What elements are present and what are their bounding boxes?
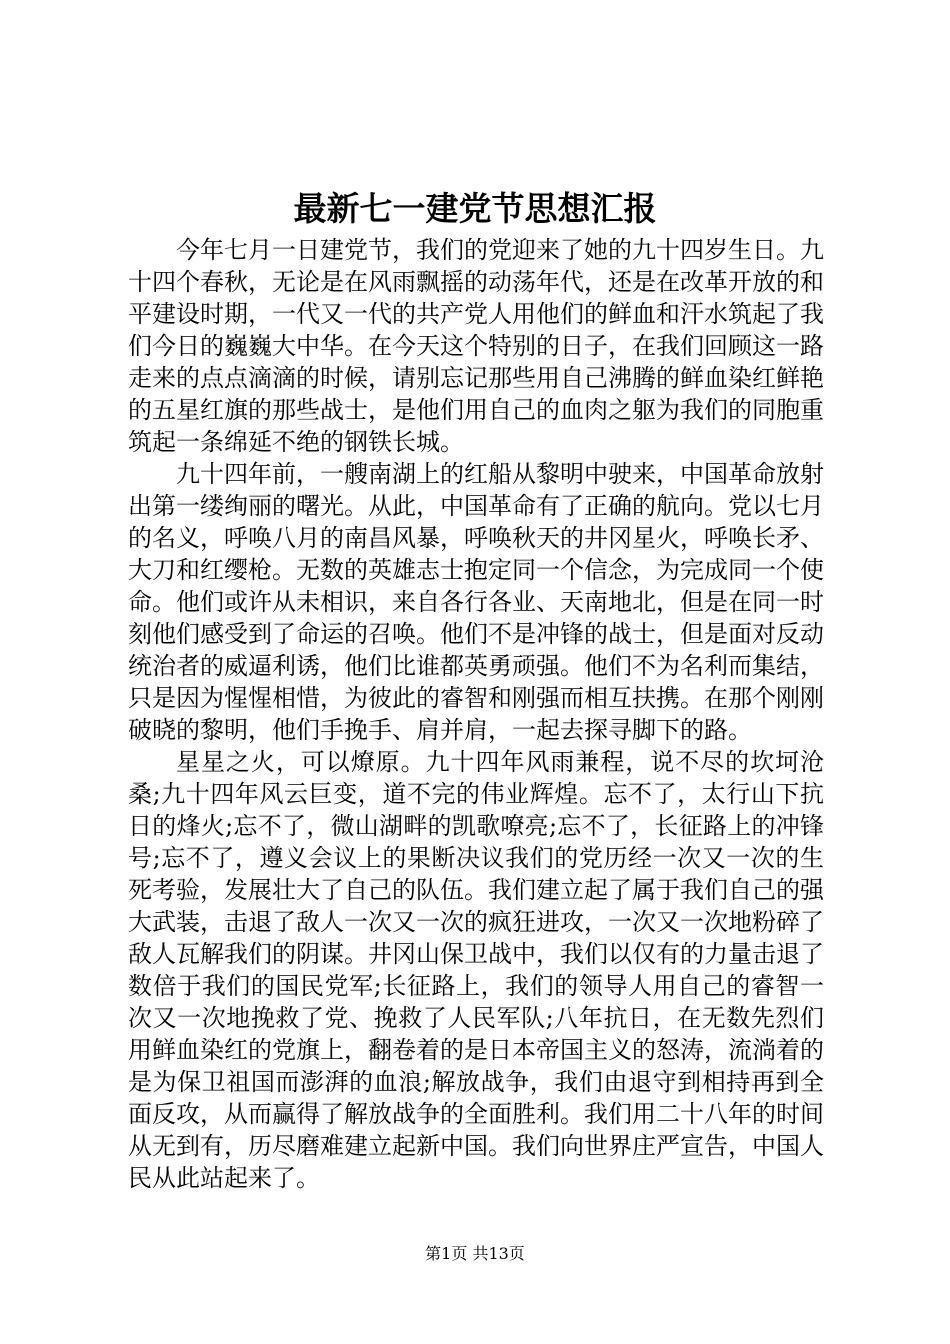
document-title: 最新七一建党节思想汇报 (293, 189, 657, 228)
paragraph: 星星之火，可以燎原。九十四年风雨兼程，说不尽的坎坷沧桑;九十四年风云巨变，道不完的伟业辉煌。忘不了，太行山下抗日的烽火;忘不了，微山湖畔的凯歌嘹亮;忘不了，长征路上的冲锋号;忘不了，遵义会议上的果断决议我们的党历经一次又一次的生死考验，发展壮大了自己的队伍。我们建立起了属于我们自己的强大武装，击退了敌人一次又一次的疯狂进攻，一次又一次地粉碎了敌人瓦解我们的阴谋。井冈山保卫战中，我们以仅有的力量击退了数倍于我们的国民党军;长征路上，我们的领导人用自己的睿智一次又一次地挽救了党、挽救了人民军队;八年抗日，在无数先烈们用鲜血染红的党旗上，翻卷着的是日本帝国主义的怒涛，流淌着的是为保卫祖国而澎湃的血浪;解放战争，我们由退守到相持再到全面反攻，从而赢得了解放战争的全面胜利。我们用二十八年的时间从无到有，历尽磨难建立起新中国。我们向世界庄严宣告，中国人民从此站起来了。 (128, 748, 824, 1192)
page-number-footer: 第1页 共13页 (425, 1244, 525, 1263)
document-body (128, 234, 824, 1194)
paragraph: 今年七月一日建党节，我们的党迎来了她的九十四岁生日。九十四个春秋，无论是在风雨飘摇的动荡年代，还是在改革开放的和平建设时期，一代又一代的共产党人用他们的鲜血和汗水筑起了我们今日的巍巍大中华。在今天这个特别的日子，在我们回顾这一路走来的点点滴滴的时候，请别忘记那些用自己沸腾的鲜血染红鲜艳的五星红旗的那些战士，是他们用自己的血肉之躯为我们的同胞重筑起一条绵延不绝的钢铁长城。 (128, 236, 824, 456)
paragraph: 九十四年前，一艘南湖上的红船从黎明中驶来，中国革命放射出第一缕绚丽的曙光。从此，中国革命有了正确的航向。党以七月的名义，呼唤八月的南昌风暴，呼唤秋天的井冈星火，呼唤长矛、大刀和红缨枪。无数的英雄志士抱定同一个信念，为完成同一个使命。他们或许从未相识，来自各行各业、天南地北，但是在同一时刻他们感受到了命运的召唤。他们不是冲锋的战士，但是面对反动统治者的威逼利诱，他们比谁都英勇顽强。他们不为名利而集结，只是因为惺惺相惜，为彼此的睿智和刚强而相互扶携。在那个刚刚破晓的黎明，他们手挽手、肩并肩，一起去探寻脚下的路。 (128, 460, 824, 744)
